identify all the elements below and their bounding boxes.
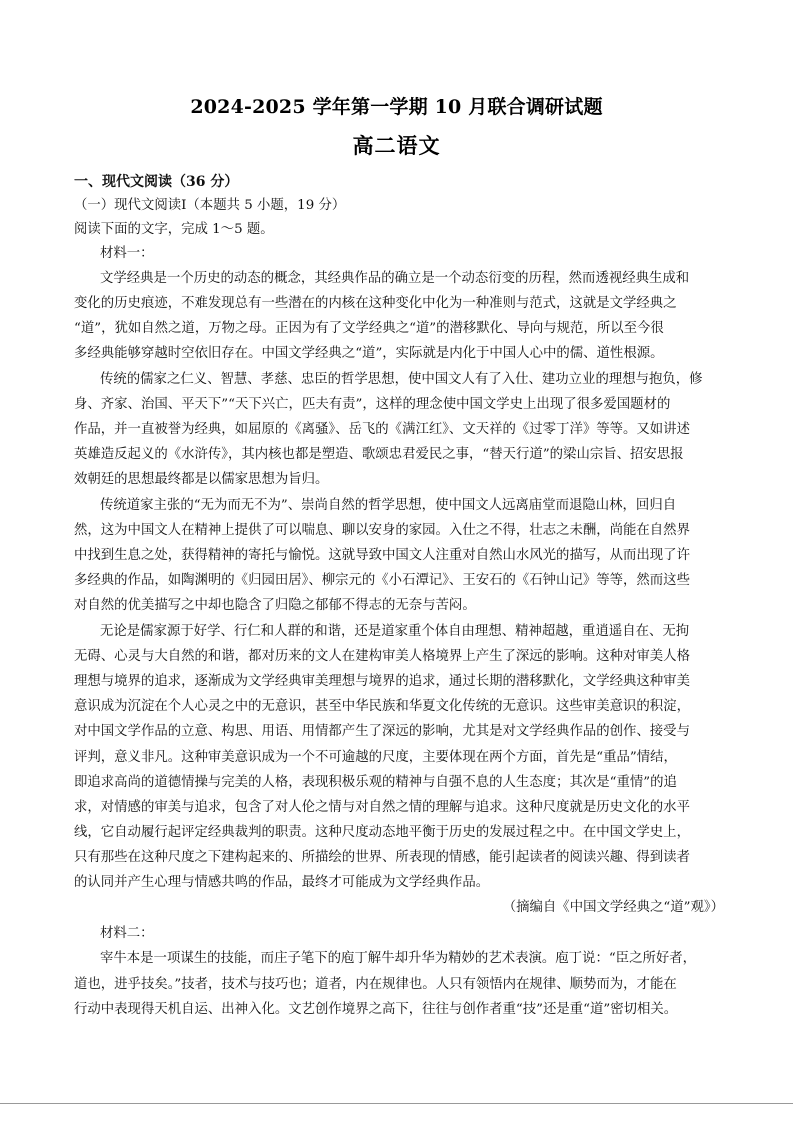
text-line: 文学经典是一个历史的动态的概念，其经典作品的确立是一个动态衍变的历程，然而透视经典生成和 <box>100 271 690 286</box>
text-line: 身、齐家、治国、平天下”“天下兴亡，匹夫有责”，这样的理念使中国文学史上出现了很多爱国题材的 <box>74 397 671 412</box>
text-line: 意识成为沉淀在个人心灵之中的无意识，甚至中华民族和华夏文化传统的无意识。这些审美意识的积淀， <box>74 699 690 714</box>
text-line: 对自然的优美描写之中却也隐含了归隐之郁郁不得志的无奈与苦闷。 <box>74 598 476 613</box>
exam-subtitle: 高二语文 <box>352 133 441 158</box>
text-line: 作品，并一直被誉为经典，如屈原的《离骚》、岳飞的《满江红》、文天祥的《过零丁洋》等等。又如讲述 <box>74 422 690 437</box>
exam-title: 2024-2025 学年第一学期 10 月联合调研试题 <box>190 96 603 118</box>
text-line: 评判，意义非凡。这种审美意识成为一个不可逾越的尺度，主要体现在两个方面，首先是“重品”情结， <box>74 750 677 765</box>
text-line: 多经典的作品，如陶渊明的《归园田居》、柳宗元的《小石潭记》、王安石的《石钟山记》等等，然而这些 <box>74 573 690 588</box>
text-line: 对中国文学作品的立意、构思、用语、用情都产生了深远的影响，尤其是对文学经典作品的创作、接受与 <box>74 724 690 739</box>
section-heading: 一、现代文阅读（36 分） <box>74 174 239 190</box>
text-line: 传统道家主张的“无为而无不为”、崇尚自然的哲学思想，使中国文人远离庙堂而退隐山林，回归自 <box>100 498 677 513</box>
text-line: 无论是儒家源于好学、行仁和人群的和谐，还是道家重个体自由理想、精神超越，重逍遥自在、无拘 <box>100 624 690 639</box>
text-line: 求，对情感的审美与追求，包含了对人伦之情与对自然之情的理解与追求。这种尺度就是历史文化的水平 <box>74 800 690 815</box>
text-line: 的认同并产生心理与情感共鸣的作品，最终才可能成为文学经典作品。 <box>74 875 490 890</box>
material2-label: 材料二： <box>100 926 154 941</box>
subsection-heading: （一）现代文阅读Ⅰ（本题共 5 小题，19 分） <box>74 198 346 213</box>
reading-instruction: 阅读下面的文字，完成 1～5 题。 <box>74 222 274 237</box>
text-line: “道”，犹如自然之道，万物之母。正因为有了文学经典之“道”的潜移默化、导向与规范，所以至今很 <box>74 321 664 336</box>
text-line: 行动中表现得天机自运、出神入化。文艺创作境界之高下，往往与创作者重“技”还是重“道”密切相关。 <box>74 1002 678 1017</box>
text-line: 线，它自动履行起评定经典裁判的职责。这种尺度动态地平衡于历史的发展过程之中。在中国文学史上， <box>74 825 690 840</box>
source-citation: （摘编自《中国文学经典之“道”观》） <box>502 900 724 915</box>
text-line: 效朝廷的思想最终都是以儒家思想为旨归。 <box>74 472 329 487</box>
text-line: 传统的儒家之仁义、智慧、孝慈、忠臣的哲学思想，使中国文人有了入仕、建功立业的理想与抱负，修 <box>100 372 703 387</box>
text-line: 即追求高尚的道德情操与完美的人格，表现积极乐观的精神与自强不息的人生态度；其次是“重情”的追 <box>74 775 677 790</box>
material1-label: 材料一： <box>100 246 154 261</box>
text-line: 多经典能够穿越时空依旧存在。中国文学经典之“道”，实际就是内化于中国人心中的儒、道性根源。 <box>74 346 664 361</box>
text-line: 理想与境界的追求，逐渐成为文学经典审美理想与境界的追求，通过长期的潜移默化，文学经典这种审美 <box>74 674 690 689</box>
text-line: 英雄造反起义的《水浒传》，其内核也都是塑造、歌颂忠君爱民之事，“替天行道”的梁山宗旨、招安思报 <box>74 447 684 462</box>
text-line: 然，这为中国文人在精神上提供了可以喘息、聊以安身的家园。入仕之不得，壮志之未酬，尚能在自然界 <box>74 523 690 538</box>
text-line: 道也，进乎技矣。”技者，技术与技巧也；道者，内在规律也。人只有领悟内在规律、顺势而为，才能在 <box>74 977 677 992</box>
text-line: 无碍、心灵与大自然的和谐，都对历来的文人在建构审美人格境界上产生了深远的影响。这种对审美人格 <box>74 649 690 664</box>
text-line: 只有那些在这种尺度之下建构起来的、所描绘的世界、所表现的情感，能引起读者的阅读兴趣、得到读者 <box>74 850 690 865</box>
text-line: 中找到生息之处，获得精神的寄托与愉悦。这就导致中国文人注重对自然山水风光的描写，从而出现了许 <box>74 548 690 563</box>
page-bottom-divider <box>0 1103 793 1104</box>
text-line: 变化的历史痕迹，不难发现总有一些潜在的内核在这种变化中化为一种准则与范式，这就是文学经典之 <box>74 296 677 311</box>
text-line: 宰牛本是一项谋生的技能，而庄子笔下的庖丁解牛却升华为精妙的艺术表演。庖丁说：“臣之所好者， <box>100 951 697 966</box>
